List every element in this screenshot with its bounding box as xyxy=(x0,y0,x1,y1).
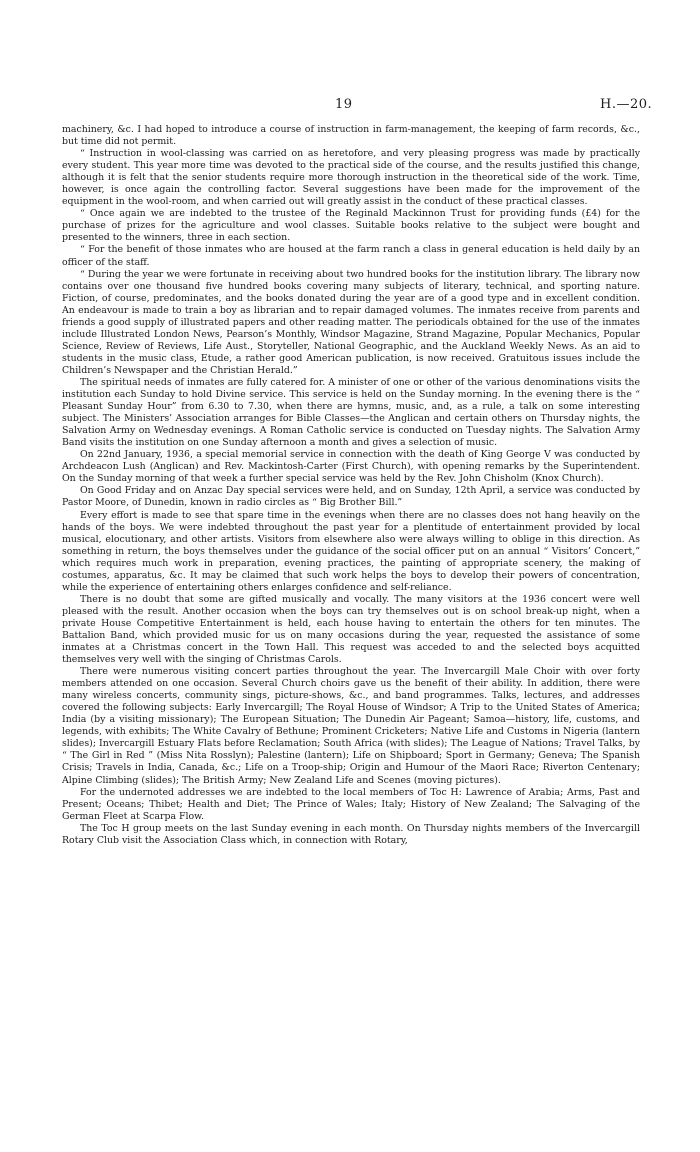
paragraph: “ For the benefit of those inmates who are housed at the farm ranch a class in general education is held daily by an officer of the staff. xyxy=(62,244,640,268)
paragraph: Every effort is made to see that spare time in the evenings when there are no classes does not hang heavily on the hands of the boys. We were indebted throughout the past year for a plentitude of entertainment provided by local musical, elocutionary, and other artists. Visitors from elsewhere also were always willing to oblige in this direction. As something in return, the boys themselves under the guidance of the social officer put on an annual “ Visitors’ Concert,” which requires much work in preparation, evening practices, the painting of appropriate scenery, the making of costumes, apparatus, &c. It may be claimed that such work helps the boys to develop their powers of concentration, while the experience of entertaining others enlarges confidence and self-reliance. xyxy=(62,509,640,593)
paragraph: “ Instruction in wool-classing was carried on as heretofore, and very pleasing progress was made by practically every student. This year more time was devoted to the practical side of the course, and the results justified this change, although it is felt that the senior students require more thorough instruction in the theoretical side of the work. Time, however, is once again the controlling factor. Several suggestions have been made for the improvement of the equipment in the wool-room, and when carried out will greatly assist in the conduct of these practical classes. xyxy=(62,148,640,208)
paragraph: The spiritual needs of inmates are fully catered for. A minister of one or other of the various denominations visits the institution each Sunday to hold Divine service. This service is held on the Sunday morning. In the evening there is the “ Pleasant Sunday Hour” from 6.30 to 7.30, when there are hymns, music, and, as a rule, a talk on some interesting subject. The Ministers’ Association arranges for Bible Classes—the Anglican and certain others on Thursday nights, the Salvation Army on Wednesday evenings. A Roman Catholic service is conducted on Tuesday nights. The Salvation Army Band visits the institution on one Sunday afternoon a month and gives a selection of music. xyxy=(62,376,640,449)
paragraph: For the undernoted addresses we are indebted to the local members of Toc H: Lawrence of Arabia; Arms, Past and Present; Oceans; Thibet; Health and Diet; The Prince of Wales; Italy; History of New Zealand; The Salvaging of the German Fleet at Scarpa Flow. xyxy=(62,786,640,822)
page-number: 19 xyxy=(335,97,353,112)
paragraph: There is no doubt that some are gifted musically and vocally. The many visitors at the 1936 concert were well pleased with the result. Another occasion when the boys can try themselves out is on school break-up night, when a private House Competitive Entertainment is held, each house having to entertain the others for ten minutes. The Battalion Band, which provided music for us on many occasions during the year, requested the assistance of some inmates at a Christmas concert in the Town Hall. This request was acceded to and the selected boys acquitted themselves very well with the singing of Christmas Carols. xyxy=(62,593,640,666)
paragraph: “ Once again we are indebted to the trustee of the Reginald Mackinnon Trust for providing funds (£4) for the purchase of prizes for the agriculture and wool classes. Suitable books relative to the subject were bought and presented to the winners, three in each section. xyxy=(62,208,640,244)
document-reference: H.—20. xyxy=(600,97,653,112)
paragraph: “ During the year we were fortunate in receiving about two hundred books for the institution library. The library now contains over one thousand five hundred books covering many subjects of literary, technical, and sporting nature. Fiction, of course, predominates, and the books donated during the year are of a good type and in excellent condition. An endeavour is made to train a boy as librarian and to repair damaged volumes. The inmates receive from parents and friends a good supply of illustrated papers and other reading matter. The periodicals obtained for the use of the inmates include Illustrated London News, Pearson’s Monthly, Windsor Magazine, Strand Magazine, Popular Mechanics, Popular Science, Review of Reviews, Life Aust., Storyteller, National Geographic, and the Auckland Weekly News. As an aid to students in the music class, Etude, a rather good American publication, is now received. Gratuitous issues include the Children’s Newspaper and the Christian Herald.” xyxy=(62,268,640,376)
paragraph: The Toc H group meets on the last Sunday evening in each month. On Thursday nights members of the Invercargill Rotary Club visit the Association Class which, in connection with Rotary, xyxy=(62,822,640,846)
paragraph: On Good Friday and on Anzac Day special services were held, and on Sunday, 12th April, a service was conducted by Pastor Moore, of Dunedin, known in radio circles as “ Big Brother Bill.” xyxy=(62,485,640,509)
paragraph: On 22nd January, 1936, a special memorial service in connection with the death of King George V was conducted by Archdeacon Lush (Anglican) and Rev. Mackintosh-Carter (First Church), with opening remarks by the Superintendent. On the Sunday morning of that week a further special service was held by the Rev. John Chisholm (Knox Church). xyxy=(62,449,640,485)
paragraph: machinery, &c. I had hoped to introduce a course of instruction in farm-management, the keeping of farm records, &c., but time did not permit. xyxy=(62,124,640,148)
body-text xyxy=(62,124,640,847)
paragraph: There were numerous visiting concert parties throughout the year. The Invercargill Male Choir with over forty members attended on one occasion. Several Church choirs gave us the benefit of their ability. In addition, there were many wireless concerts, community sings, picture-shows, &c., and band programmes. Talks, lectures, and addresses covered the following subjects: Early Invercargill; The Royal House of Windsor; A Trip to the United States of America; India (by a visiting missionary); The European Situation; The Dunedin Air Pageant; Samoa—history, life, customs, and legends, with exhibits; The White Cavalry of Bethune; Prominent Cricketers; Native Life and Customs in Nigeria (lantern slides); Invercargill Estuary Flats before Reclamation; South Africa (with slides); The League of Nations; Travel Talks, by “ The Girl in Red ” (Miss Nita Rosslyn); Palestine (lantern); Life on Shipboard; Sport in Germany; Geneva; The Spanish Crisis; Travels in India, Canada, &c.; Life on a Troop-ship; Origin and Humour of the Maori Race; Riverton Centenary; Alpine Climbing (slides); The British Army; New Zealand Life and Scenes (moving pictures). xyxy=(62,666,640,786)
